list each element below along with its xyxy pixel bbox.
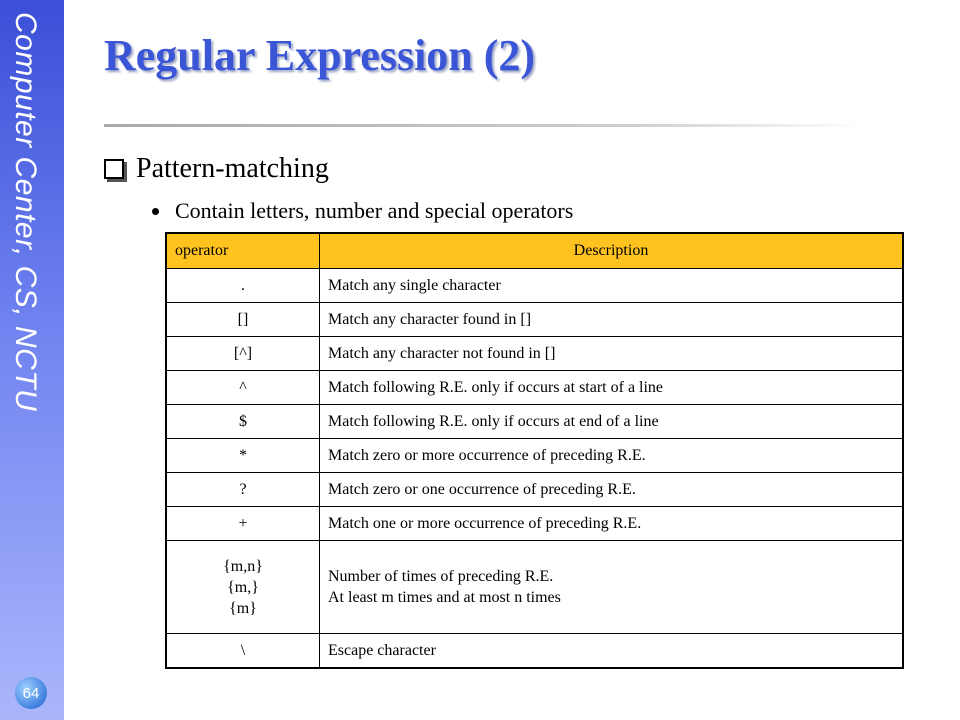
description-line: At least m times and at most n times xyxy=(328,589,561,606)
table-row xyxy=(166,507,903,541)
table-row xyxy=(166,405,903,439)
table-row xyxy=(166,303,903,337)
description-cell: Escape character xyxy=(320,634,904,669)
bullet-level1 xyxy=(104,153,329,185)
header-operator: operator xyxy=(166,233,320,269)
operator-cell: * xyxy=(166,439,320,473)
checkbox-icon xyxy=(104,159,124,179)
operator-table xyxy=(165,232,904,669)
slide-title: Regular Expression (2) xyxy=(104,31,536,80)
operator-cell: . xyxy=(166,269,320,303)
description-cell: Match following R.E. only if occurs at end of a line xyxy=(320,405,904,439)
operator-cell: ? xyxy=(166,473,320,507)
description-line: Number of times of preceding R.E. xyxy=(328,568,554,585)
sidebar-label: Computer Center, CS, NCTU xyxy=(9,12,42,412)
operator-cell: ^ xyxy=(166,371,320,405)
description-cell: Match any single character xyxy=(320,269,904,303)
bullet-level2 xyxy=(152,198,573,224)
page-number-badge: 64 xyxy=(15,677,47,709)
bullet-level1-text: Pattern-matching xyxy=(136,153,329,184)
header-description: Description xyxy=(320,233,904,269)
table-header-row xyxy=(166,233,903,269)
title-divider xyxy=(104,124,864,127)
operator-cell: [^] xyxy=(166,337,320,371)
operator-line: {m} xyxy=(229,599,257,617)
operator-cell: + xyxy=(166,507,320,541)
sidebar xyxy=(0,0,64,720)
dot-icon xyxy=(152,208,159,215)
table-row xyxy=(166,634,903,669)
table-row xyxy=(166,473,903,507)
operator-line: {m,n} xyxy=(223,557,263,575)
description-cell: Match any character not found in [] xyxy=(320,337,904,371)
description-cell xyxy=(320,541,904,634)
operator-cell xyxy=(166,541,320,634)
operator-cell: \ xyxy=(166,634,320,669)
description-cell: Match zero or one occurrence of preceding R.E. xyxy=(320,473,904,507)
table-row xyxy=(166,541,903,634)
operator-cell: [] xyxy=(166,303,320,337)
table-row xyxy=(166,371,903,405)
description-cell: Match one or more occurrence of preceding R.E. xyxy=(320,507,904,541)
description-cell: Match any character found in [] xyxy=(320,303,904,337)
description-cell: Match zero or more occurrence of preceding R.E. xyxy=(320,439,904,473)
operator-cell: $ xyxy=(166,405,320,439)
description-cell: Match following R.E. only if occurs at start of a line xyxy=(320,371,904,405)
bullet-level2-text: Contain letters, number and special operators xyxy=(175,198,574,223)
operator-line: {m,} xyxy=(227,578,259,596)
table-row xyxy=(166,269,903,303)
table-row xyxy=(166,439,903,473)
table-row xyxy=(166,337,903,371)
